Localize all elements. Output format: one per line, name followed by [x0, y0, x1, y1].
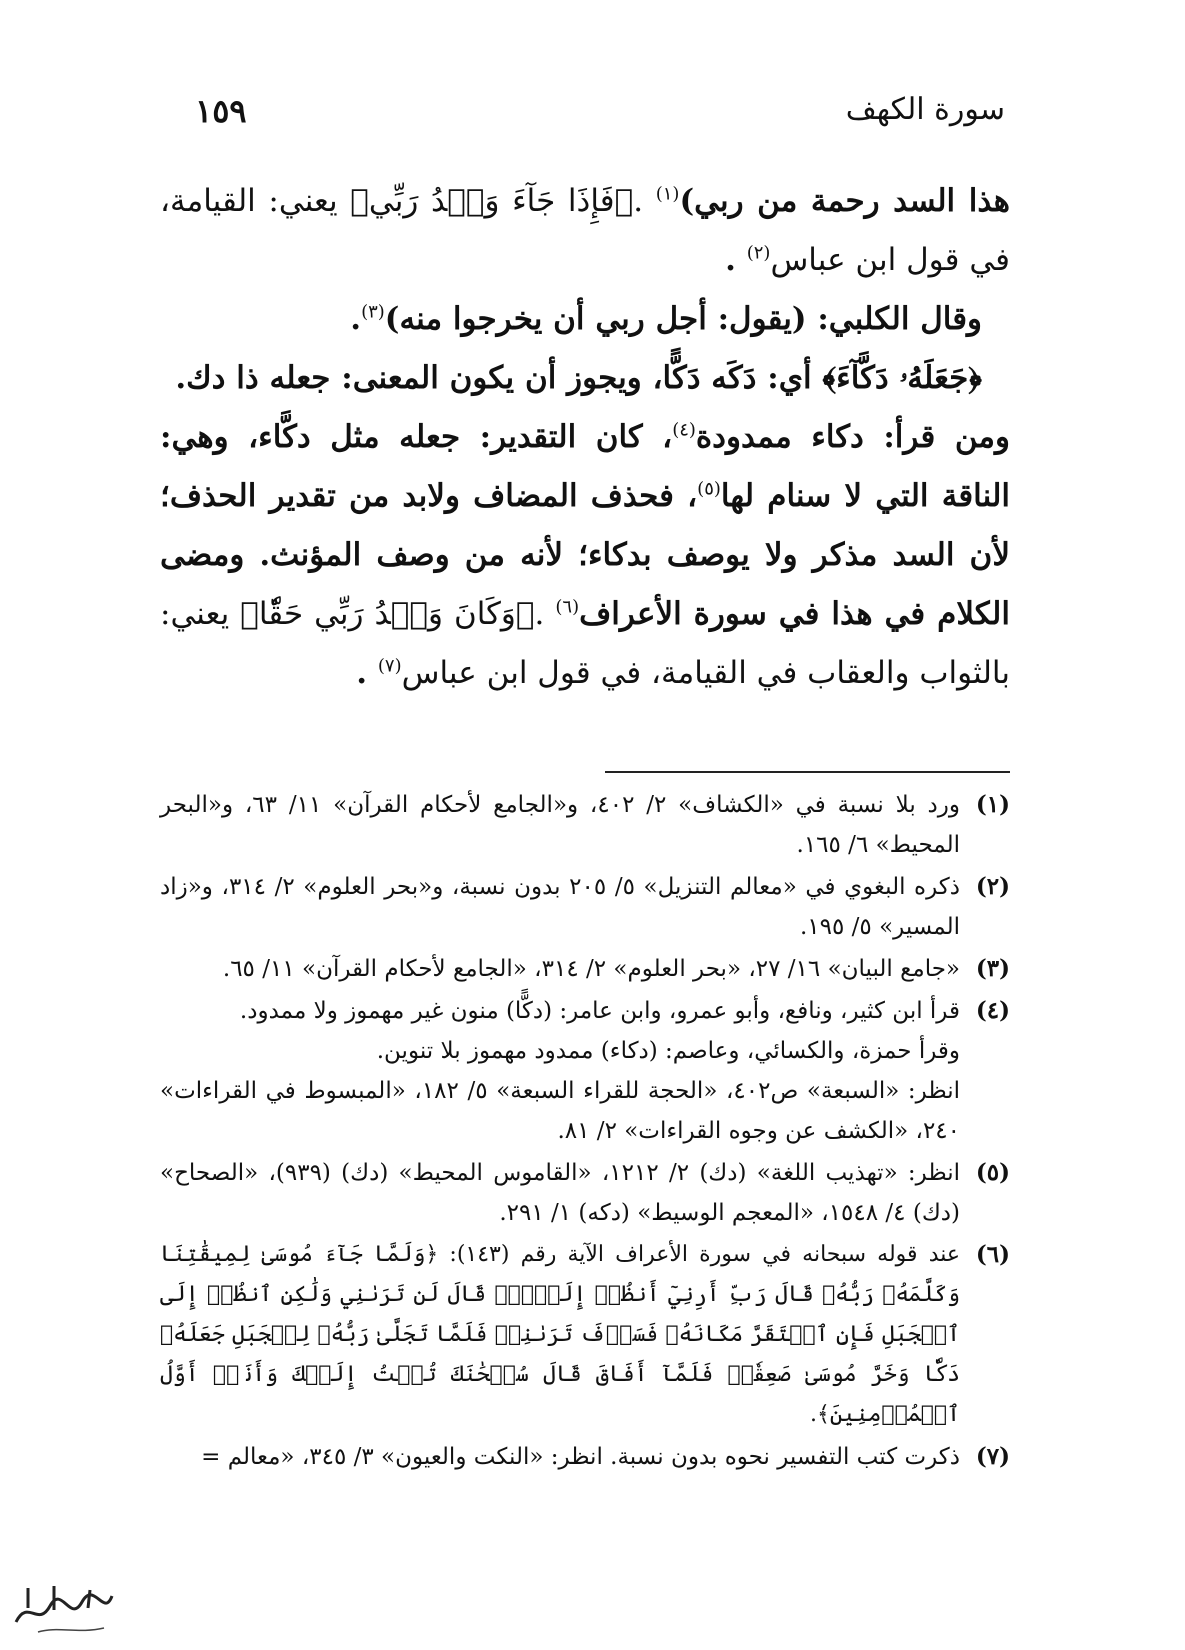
footnote-number: (٧): [975, 1443, 1010, 1470]
footnote-ref: (٦): [555, 596, 580, 618]
footnote-number: (١): [975, 791, 1010, 818]
footnote-7: [160, 1437, 1010, 1477]
paragraph-1-end: .: [725, 242, 747, 278]
footnote-line: وقرأ حمزة، والكسائي، وعاصم: (دكاء) ممدود مهموز بلا تنوين.: [376, 1038, 960, 1064]
footnote-text: [160, 1437, 960, 1477]
footnotes-section: [160, 785, 1010, 1479]
paragraph-3: [160, 349, 1010, 408]
footnote-line: انظر: «تهذيب اللغة» (دك) ٢/ ١٢١٢، «القاموس المحيط» (دك) (٩٣٩)، «الصحاح» (دك) ٤/ ١٥٤٨، «المعجم الوسيط» (دكه) ١/ ٢٩١.: [160, 1160, 961, 1226]
footnote-text: [160, 949, 960, 989]
page-header: [195, 92, 1005, 142]
footnote-3: [160, 949, 1010, 989]
footnote-line: ذكرت كتب التفسير نحوه بدون نسبة. انظر: «النكت والعيون» ٣/ ٣٤٥، «معالم =: [201, 1444, 960, 1470]
footnote-ref: (٥): [697, 478, 721, 500]
footnote-ref: (١): [655, 183, 680, 205]
footnote-line: «جامع البيان» ١٦/ ٢٧، «بحر العلوم» ٢/ ٣١٤، «الجامع لأحكام القرآن» ١١/ ٦٥.: [222, 956, 960, 982]
footnote-2: [160, 867, 1010, 947]
footnote-5: [160, 1153, 1010, 1233]
footnote-line: انظر: «السبعة» ص٤٠٢، «الحجة للقراء السبعة» ٥/ ١٨٢، «المبسوط في القراءات» ٢٤٠، «الكشف عن وجوه القراءات» ٢/ ٨١.: [160, 1078, 961, 1144]
footnote-ref: (٣): [361, 301, 385, 323]
paragraph-4-text-b: ، كان التقدير: جعله مثل دكَّاء، وهي: الناقة التي لا سنام لها: [160, 419, 1011, 514]
footnote-6: [160, 1235, 1010, 1435]
footnote-number: (٦): [975, 1241, 1010, 1268]
footnote-number: (٤): [975, 997, 1010, 1024]
paragraph-4-verse: .﴿وَكَانَ وَعۡدُ رَبِّي حَقّٗا﴾ يعني: بالثواب والعقاب في القيامة، في قول ابن عباس: [160, 596, 1010, 691]
paragraph-4-end: .: [356, 655, 378, 691]
footnote-number: (٥): [975, 1159, 1010, 1186]
footnote-line: عند قوله سبحانه في سورة الأعراف الآية رقم (١٤٣): ﴿وَلَمَّا جَآءَ مُوسَىٰ لِمِيقَٰتِنَا وَكَلَّمَهُۥ رَبُّهُۥ قَالَ رَبِّ أَرِنِيٓ أَنظُرۡ إِلَيۡكَۚ قَالَ لَن تَرَىٰنِي وَلَٰكِنِ ٱنظُرۡ إِلَى ٱلۡجَبَلِ فَإِنِ ٱسۡتَقَرَّ مَكَانَهُۥ فَسَوۡفَ تَرَىٰنِيۚ فَلَمَّا تَجَلَّىٰ رَبُّهُۥ لِلۡجَبَلِ جَعَلَهُۥ دَكّٗا وَخَرَّ مُوسَىٰ صَعِقٗاۚ فَلَمَّآ أَفَاقَ قَالَ سُبۡحَٰنَكَ تُبۡتُ إِلَيۡكَ وَأَنَا۠ أَوَّلُ ٱلۡمُؤۡمِنِينَ﴾.: [160, 1242, 961, 1427]
footnote-ref: (٢): [746, 242, 771, 264]
footnote-text: [160, 1235, 960, 1435]
paragraph-2: [160, 290, 1010, 349]
paragraph-2-end: .: [350, 301, 362, 337]
footnote-line: ورد بلا نسبة في «الكشاف» ٢/ ٤٠٢، و«الجامع لأحكام القرآن» ١١/ ٦٣، و«البحر المحيط» ٦/ ١٦٥.: [160, 792, 960, 858]
footnote-1: [160, 785, 1010, 865]
footnote-4: [160, 991, 1010, 1151]
footnote-ref: (٧): [377, 655, 402, 677]
calligraphy-logo-icon: [8, 1578, 118, 1638]
paragraph-4-text-c: ، فحذف المضاف ولابد من تقدير الحذف؛ لأن السد مذكر ولا يوصف بدكاء؛ لأنه من وصف المؤنث. ومضى الكلام في هذا في سورة الأعراف: [160, 478, 1010, 632]
footnote-ref: (٤): [672, 419, 696, 441]
paragraph-1-text: هذا السد رحمة من ربي): [679, 183, 1010, 219]
footnote-number: (٣): [975, 955, 1010, 982]
paragraph-4: [160, 408, 1010, 703]
paragraph-2-text: وقال الكلبي: (يقول: أجل ربي أن يخرجوا منه): [384, 301, 982, 337]
footnote-line: ذكره البغوي في «معالم التنزيل» ٥/ ٢٠٥ بدون نسبة، و«بحر العلوم» ٢/ ٣١٤، و«زاد المسير» ٥/ ١٩٥.: [160, 874, 960, 940]
page-number: ١٥٩: [195, 92, 247, 130]
footnote-text: [160, 785, 960, 865]
footnote-text: [160, 1153, 960, 1233]
footnote-text: [160, 867, 960, 947]
paragraph-1: [160, 172, 1010, 290]
main-text: [160, 172, 1010, 703]
surah-title: سورة الكهف: [845, 92, 1005, 127]
paragraph-3-text: ﴿جَعَلَهُۥ دَكَّآءَ﴾ أي: دَكَه دَكًّا، ويجوز أن يكون المعنى: جعله ذا دك.: [175, 360, 982, 396]
watermark-logo: [8, 1578, 118, 1638]
footnote-text: [160, 991, 960, 1151]
paragraph-1-verse: .﴿فَإِذَا جَآءَ وَعۡدُ رَبِّي﴾ يعني: القيامة، في قول ابن عباس: [160, 183, 1010, 278]
footnote-line: قرأ ابن كثير، ونافع، وأبو عمرو، وابن عامر: (دكًّا) منون غير مهموز ولا ممدود.: [239, 998, 960, 1024]
footnote-number: (٢): [975, 873, 1010, 900]
paragraph-4-text: ومن قرأ: دكاء ممدودة: [695, 419, 1010, 455]
footnote-divider: [605, 771, 1010, 773]
